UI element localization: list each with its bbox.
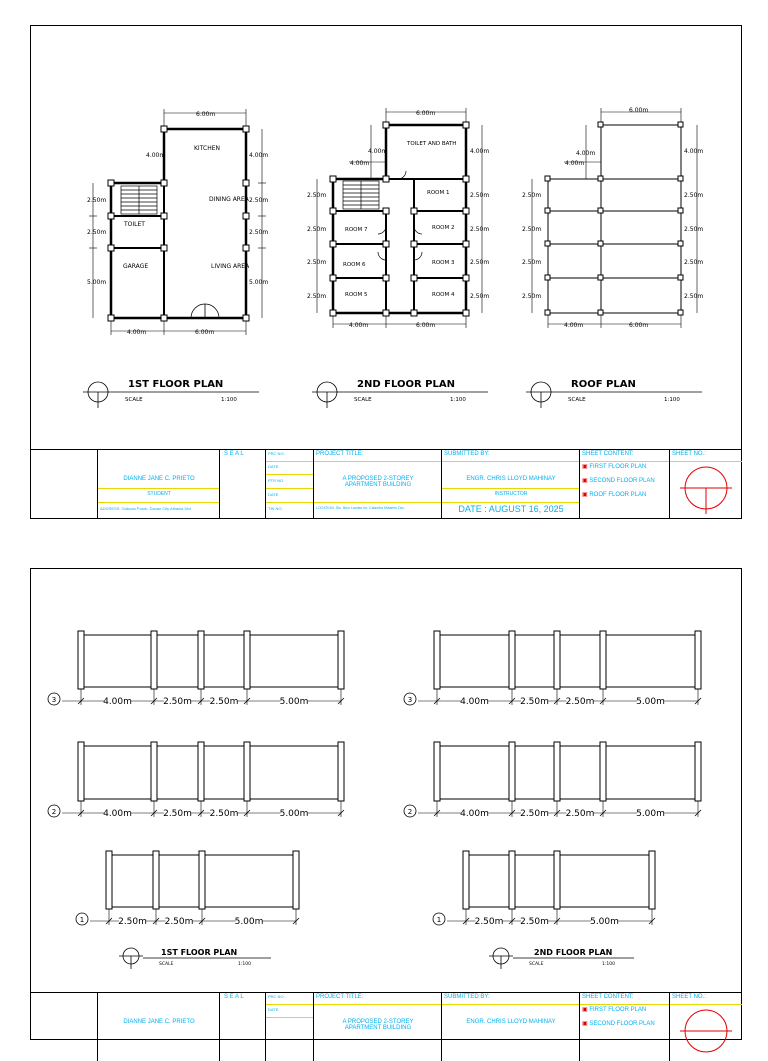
prc-label: PRC NO. — [268, 994, 285, 999]
plan-title: 1ST FLOOR PLAN — [128, 379, 224, 390]
drawing-sheet-1 — [30, 25, 742, 519]
second-floor-plan — [317, 108, 482, 328]
column — [244, 631, 250, 689]
dimension-label: 2.50m — [684, 259, 704, 266]
dimension-label: 4.00m — [127, 329, 147, 336]
column — [434, 742, 440, 801]
dimension-label: 6.00m — [416, 322, 436, 329]
dimension-label: 2.50m — [470, 293, 490, 300]
grid-label: 3 — [407, 696, 413, 704]
tin-label: TIN NO. — [268, 506, 283, 511]
dimension-label: 4.00m — [564, 322, 584, 329]
student-role: STUDENT — [147, 491, 171, 497]
column — [151, 631, 157, 689]
room-label: TOILET AND BATH — [407, 141, 457, 147]
sheet-no-cell — [669, 993, 742, 1061]
dimension-label: 2.50m — [520, 697, 549, 707]
address: ADDRESS: Gabuan Purok, Davao City Albania Divi — [100, 506, 192, 511]
elevation-grid-drawing — [31, 569, 741, 992]
sheet-content-label: SHEET CONTENT: — [582, 451, 634, 457]
dimension-label: 2.50m — [307, 259, 327, 266]
prc-cell — [265, 450, 314, 518]
plan-title: ROOF PLAN — [571, 379, 636, 390]
dimension-label: 2.50m — [522, 192, 542, 199]
sheet-content-item: ▣ FIRST FLOOR PLAN — [582, 464, 647, 470]
column — [244, 742, 250, 801]
submitted-role: INSTRUCTOR — [494, 491, 528, 497]
project-title: A PROPOSED 2-STOREY APARTMENT BUILDING — [342, 476, 414, 488]
dimension-label: 5.00m — [636, 697, 665, 707]
plan-title: 1ST FLOOR PLAN — [161, 948, 238, 957]
elevation-right — [404, 631, 701, 927]
scale-label: SCALE — [568, 397, 586, 403]
dimension-label: 2.50m — [470, 226, 490, 233]
scale-label: SCALE — [354, 397, 372, 403]
sheet-content-item: ▣ FIRST FLOOR PLAN — [582, 1007, 647, 1013]
column — [509, 851, 515, 909]
submitted-by-name: ENGR. CHRIS LLOYD MAHINAY — [466, 476, 556, 482]
submitted-cell — [441, 450, 580, 518]
dimension-label: 4.00m — [249, 152, 269, 159]
column — [153, 851, 159, 909]
prc-label: PRC NO. — [268, 451, 285, 456]
dimension-label: 4.00m — [565, 160, 585, 167]
dimension-label: 4.00m — [368, 148, 388, 155]
scale-label: SCALE — [125, 397, 143, 403]
dimension-label: 2.50m — [164, 917, 194, 927]
dimension-label: 4.00m — [460, 697, 489, 707]
floor-plans-drawing — [31, 26, 741, 449]
dimension-label: 5.00m — [249, 279, 269, 286]
elevation-left — [48, 631, 344, 927]
room-label: ROOM 1 — [427, 190, 450, 196]
column — [338, 742, 344, 801]
column — [293, 851, 299, 909]
dimension-label: 2.50m — [470, 259, 490, 266]
date-label: DATE — [268, 492, 279, 497]
ptr-label: PTR NO. — [268, 478, 285, 483]
seal-label: S E A L — [224, 451, 244, 457]
dimension-label: 2.50m — [520, 809, 549, 819]
dimension-label: 2.50m — [522, 259, 542, 266]
sheet-content-cell — [579, 450, 670, 518]
dimension-label: 2.50m — [470, 192, 490, 199]
student-cell — [97, 450, 220, 518]
plan-title: 2ND FLOOR PLAN — [534, 948, 613, 957]
dimension-label: 5.00m — [590, 917, 619, 927]
column — [509, 742, 515, 801]
column — [600, 631, 606, 689]
scale-label: SCALE — [159, 962, 174, 967]
dimension-label: 2.50m — [565, 697, 595, 707]
dimension-label: 2.50m — [684, 192, 704, 199]
dimension-label: 2.50m — [118, 917, 147, 927]
grid-label: 1 — [436, 916, 442, 924]
dimension-label: 5.00m — [234, 917, 264, 927]
dimension-label: 5.00m — [279, 697, 309, 707]
column — [198, 631, 204, 689]
drawing-sheet-2 — [30, 568, 742, 1040]
dimension-label: 6.00m — [196, 111, 216, 118]
scale-value: 1:100 — [602, 962, 615, 967]
dimension-label: 5.00m — [279, 809, 309, 819]
dimension-label: 2.50m — [209, 697, 239, 707]
sheet-content-item: ▣ SECOND FLOOR PLAN — [582, 478, 655, 484]
dimension-label: 2.50m — [565, 809, 595, 819]
dimension-label: 6.00m — [629, 107, 649, 114]
scale-value: 1:100 — [238, 962, 251, 967]
column — [695, 742, 701, 801]
dimension-label: 6.00m — [416, 110, 436, 117]
scale-label: SCALE — [529, 962, 544, 967]
dimension-label: 6.00m — [195, 329, 215, 336]
sheet-content-label: SHEET CONTENT: — [582, 994, 634, 1000]
location: LOCATION: Sto. Nino Lamias Int. Calamba Misamis Occ. — [316, 506, 406, 510]
column — [434, 631, 440, 689]
seal-cell — [219, 993, 266, 1061]
room-label: LIVING AREA — [211, 263, 250, 270]
date-label: DATE — [268, 464, 279, 469]
column — [600, 742, 606, 801]
seal-label: S E A L — [224, 994, 244, 1000]
dimension-label: 2.50m — [249, 229, 269, 236]
room-label: GARAGE — [123, 263, 149, 270]
submitted-date: DATE : AUGUST 16, 2025 — [458, 504, 564, 514]
sheet-no-label: SHEET NO.: — [672, 451, 706, 457]
dimension-label: 2.50m — [307, 226, 327, 233]
column — [695, 631, 701, 689]
dimension-label: 2.50m — [307, 293, 327, 300]
column — [106, 851, 112, 909]
dimension-label: 2.50m — [684, 293, 704, 300]
column — [554, 631, 560, 689]
grid-label: 2 — [51, 808, 57, 816]
dimension-label: 4.00m — [460, 809, 489, 819]
room-label: ROOM 4 — [432, 292, 455, 298]
sheet-marker-icon — [670, 462, 742, 518]
submitted-by-label: SUBMITTED BY: — [444, 451, 490, 457]
dimension-label: 2.50m — [474, 917, 504, 927]
prc-cell — [265, 993, 314, 1061]
column — [338, 631, 344, 689]
column — [198, 742, 204, 801]
grid-label: 3 — [51, 696, 57, 704]
sheet-content-item: ▣ SECOND FLOOR PLAN — [582, 1021, 655, 1027]
grid-label: 1 — [79, 916, 85, 924]
dimension-label: 2.50m — [209, 809, 239, 819]
column — [78, 742, 84, 801]
dimension-label: 2.50m — [163, 697, 192, 707]
column — [509, 631, 515, 689]
dimension-label: 4.00m — [576, 150, 596, 157]
submitted-cell — [441, 993, 580, 1061]
column — [463, 851, 469, 909]
column — [554, 851, 560, 909]
scale-value: 1:100 — [664, 397, 680, 403]
room-label: ROOM 5 — [345, 292, 368, 298]
dimension-label: 5.00m — [87, 279, 107, 286]
scale-value: 1:100 — [450, 397, 466, 403]
dimension-label: 4.00m — [350, 160, 370, 167]
project-title-label: PROJECT TITLE: — [316, 451, 364, 457]
column — [554, 742, 560, 801]
grid-label: 2 — [407, 808, 413, 816]
title-block — [31, 449, 741, 518]
project-title: A PROPOSED 2-STOREY APARTMENT BUILDING — [342, 1019, 414, 1031]
student-name: DIANNE JANE C. PRIETO — [123, 476, 195, 482]
column — [199, 851, 205, 909]
title-block — [31, 992, 741, 1061]
column — [649, 851, 655, 909]
dimension-label: 2.50m — [163, 809, 192, 819]
dimension-label: 2.50m — [87, 197, 107, 204]
room-label: ROOM 6 — [343, 262, 366, 268]
sheet-content-cell — [579, 993, 670, 1061]
column — [151, 742, 157, 801]
roof-plan — [532, 108, 697, 328]
dimension-label: 2.50m — [684, 226, 704, 233]
dimension-label: 4.00m — [146, 152, 166, 159]
room-label: ROOM 7 — [345, 227, 368, 233]
plan-title: 2ND FLOOR PLAN — [357, 379, 455, 390]
seal-cell — [219, 450, 266, 518]
first-floor-plan — [89, 109, 269, 335]
dimension-label: 2.50m — [307, 192, 327, 199]
room-label: ROOM 3 — [432, 260, 455, 266]
dimension-label: 2.50m — [522, 226, 542, 233]
project-cell — [313, 993, 442, 1061]
date-label: DATE — [268, 1007, 279, 1012]
dimension-label: 2.50m — [520, 917, 549, 927]
dimension-label: 4.00m — [684, 148, 704, 155]
dimension-label: 4.00m — [103, 697, 132, 707]
project-cell — [313, 450, 442, 518]
scale-value: 1:100 — [221, 397, 237, 403]
student-name: DIANNE JANE C. PRIETO — [123, 1019, 195, 1025]
dimension-label: 6.00m — [629, 322, 649, 329]
dimension-label: 4.00m — [470, 148, 490, 155]
dimension-label: 5.00m — [636, 809, 665, 819]
sheet-no-cell — [669, 450, 742, 518]
room-label: KITCHEN — [194, 145, 220, 152]
dimension-label: 2.50m — [249, 197, 269, 204]
student-cell — [97, 993, 220, 1061]
room-label: ROOM 2 — [432, 225, 455, 231]
room-label: TOILET — [124, 221, 145, 228]
sheet-no-label: SHEET NO.: — [672, 994, 706, 1000]
submitted-by-name: ENGR. CHRIS LLOYD MAHINAY — [466, 1019, 556, 1025]
dimension-label: 4.00m — [349, 322, 369, 329]
dimension-label: 4.00m — [103, 809, 132, 819]
project-title-label: PROJECT TITLE: — [316, 994, 364, 1000]
submitted-by-label: SUBMITTED BY: — [444, 994, 490, 1000]
column — [78, 631, 84, 689]
sheet-content-item: ▣ ROOF FLOOR PLAN — [582, 492, 647, 498]
dimension-label: 2.50m — [522, 293, 542, 300]
room-label: DINING AREA — [209, 196, 249, 203]
dimension-label: 2.50m — [87, 229, 107, 236]
sheet-marker-icon — [670, 1005, 742, 1061]
